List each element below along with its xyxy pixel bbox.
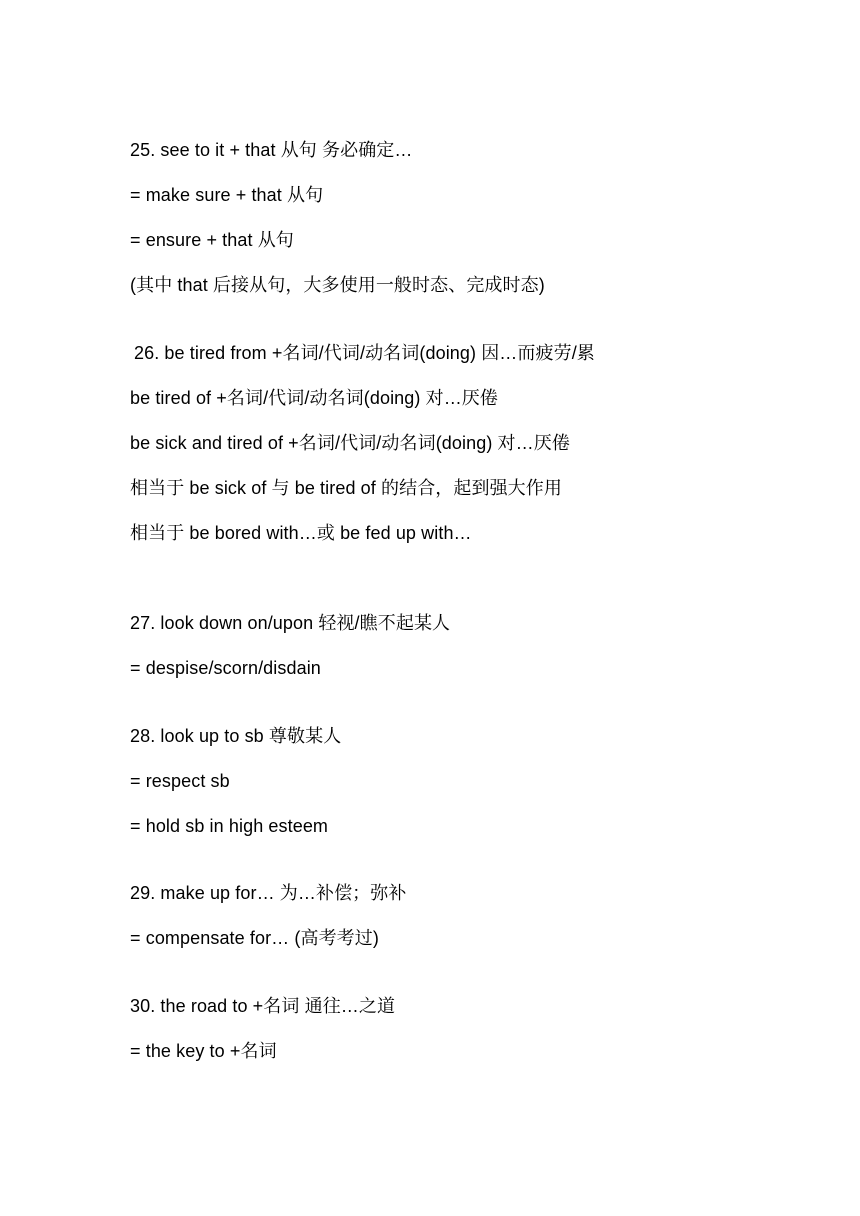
entry-25-heading: 25. see to it + that 从句 务必确定… [130,140,413,160]
entry-25-synonym-1: = make sure + that 从句 [130,185,324,205]
entry-25-note: (其中 that 后接从句，大多使用一般时态、完成时态) [130,275,545,295]
entry-28-heading: 28. look up to sb 尊敬某人 [130,726,342,746]
entry-28-synonym-1: = respect sb [130,771,230,791]
entry-26-line-2: be tired of +名词/代词/动名词(doing) 对…厌倦 [130,388,498,408]
entry-27-synonym: = despise/scorn/disdain [130,658,321,678]
entry-27-heading: 27. look down on/upon 轻视/瞧不起某人 [130,613,451,633]
entry-29-synonym: = compensate for… (高考考过) [130,928,379,948]
entry-26-line-3: be sick and tired of +名词/代词/动名词(doing) 对…厌倦 [130,433,570,453]
entry-25-synonym-2: = ensure + that 从句 [130,230,294,250]
entry-26-note-2: 相当于 be bored with…或 be fed up with… [130,523,472,543]
entry-29-heading: 29. make up for… 为…补偿；弥补 [130,883,407,903]
entry-30-heading: 30. the road to +名词 通往…之道 [130,996,396,1016]
entry-30-synonym: = the key to +名词 [130,1041,277,1061]
entry-26-note-1: 相当于 be sick of 与 be tired of 的结合，起到强大作用 [130,478,562,498]
entry-26-heading: 26. be tired from +名词/代词/动名词(doing) 因…而疲劳/累 [134,343,595,363]
entry-28-synonym-2: = hold sb in high esteem [130,816,329,836]
